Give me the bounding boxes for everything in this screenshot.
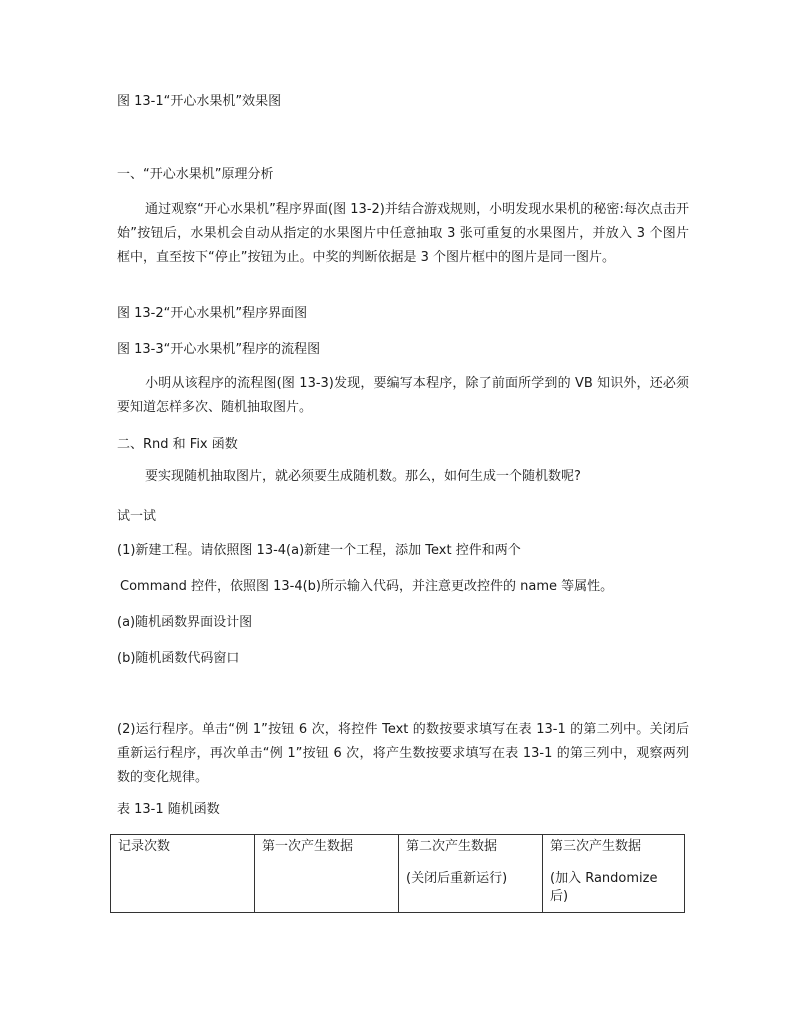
paragraph-flowchart-text: 小明从该程序的流程图(图 13-3)发现，要编写本程序，除了前面所学到的 VB 知识外，还必须要知道怎样多次、随机抽取图片。 — [117, 376, 689, 415]
header-second-data: 第二次产生数据 — [406, 839, 498, 854]
table-row — [111, 835, 685, 913]
figure-13-3-caption: 图 13-3“开心水果机”程序的流程图 — [117, 342, 321, 357]
paragraph-principle-text: 通过观察“开心水果机”程序界面(图 13-2)并结合游戏规则，小明发现水果机的秘密:每次点击开始”按钮后，水果机会自动从指定的水果图片中任意抽取 3 张可重复的水果图片，并放入 3 个图片框中，直至按下“停止”按钮为止。中奖的判断依据是 3 个图片框中的图片是同一图片。 — [117, 202, 689, 265]
random-function-table — [110, 834, 685, 913]
section-1-heading: 一、“开心水果机”原理分析 — [117, 167, 274, 182]
step-1-line-1: (1)新建工程。请依照图 13-4(a)新建一个工程，添加 Text 控件和两个 — [117, 543, 521, 558]
paragraph-random-text: 要实现随机抽取图片，就必须要生成随机数。那么，如何生成一个随机数呢? — [145, 469, 581, 484]
table-caption: 表 13-1 随机函数 — [117, 802, 220, 817]
figure-b-caption: (b)随机函数代码窗口 — [117, 651, 240, 666]
table-header-cell — [111, 835, 255, 913]
table-header-cell — [543, 835, 685, 913]
try-it-heading: 试一试 — [117, 509, 157, 524]
paragraph-principle — [117, 198, 689, 270]
section-2-heading: 二、Rnd 和 Fix 函数 — [117, 437, 238, 452]
paragraph-flowchart — [117, 372, 689, 420]
header-third-data: 第三次产生数据 — [550, 839, 642, 854]
header-record-count: 记录次数 — [118, 839, 171, 854]
header-third-data-note: (加入 Randomize 后) — [550, 871, 658, 904]
figure-13-1-caption: 图 13-1“开心水果机”效果图 — [117, 94, 282, 109]
paragraph-random — [117, 465, 689, 489]
step-2-paragraph: (2)运行程序。单击“例 1”按钮 6 次，将控件 Text 的数按要求填写在表 13-1 的第二列中。关闭后重新运行程序，再次单击“例 1”按钮 6 次，将产生数按要求填写在表 13-1 的第三列中，观察两列数的变化规律。 — [117, 722, 689, 785]
figure-a-caption: (a)随机函数界面设计图 — [117, 615, 253, 630]
header-first-data: 第一次产生数据 — [262, 839, 354, 854]
figure-13-2-caption: 图 13-2“开心水果机”程序界面图 — [117, 306, 308, 321]
step-1-line-2: Command 控件，依照图 13-4(b)所示输入代码，并注意更改控件的 name 等属性。 — [120, 579, 614, 594]
table-header-cell — [399, 835, 543, 913]
header-second-data-note: (关闭后重新运行) — [406, 871, 508, 886]
table-header-cell — [255, 835, 399, 913]
